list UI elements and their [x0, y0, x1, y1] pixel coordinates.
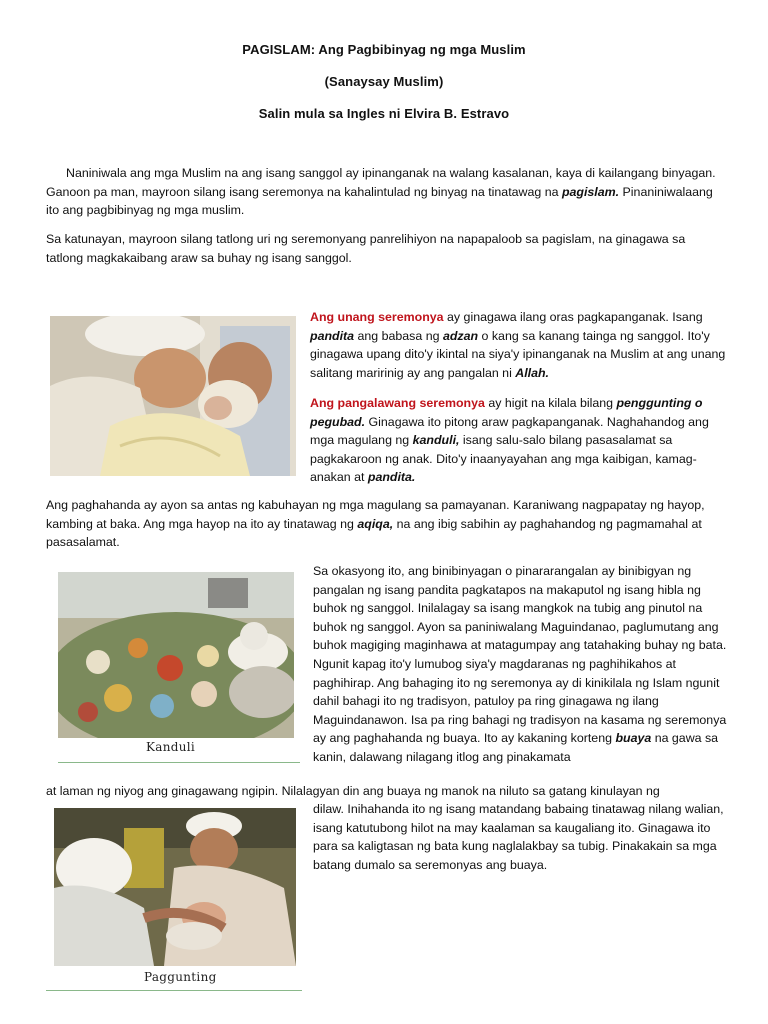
emphasis-term: kanduli,: [412, 433, 460, 448]
paragraph-preparation: [46, 496, 722, 552]
paragraph-text: isang salu-salo bilang pasasalamat sa pagkakaroon ng anak. Dito'y inaanyayahan ang mga kaibigan, kamag-anakan at: [310, 433, 697, 485]
photo-paggunting: [54, 808, 296, 966]
kanduli-photo-illustration: [58, 572, 294, 738]
translator-credit: Salin mula sa Ingles ni Elvira B. Estravo: [258, 106, 510, 121]
emphasis-term: pagislam.: [561, 184, 620, 199]
emphasis-term: buaya: [615, 731, 652, 746]
paragraph-text: Ang paghahanda ay ayon sa antas ng kabuhayan ng mga magulang sa pamayanan. Karaniwang nagpapatay ng hayop, kambing at baka. Ang mga hayop na ito ay tinatawag ng: [46, 498, 705, 531]
paragraph-ceremonies: Sa katunayan, mayroon silang tatlong uri ng seremonyang panrelihiyon na napapaloob sa pagislam, na ginagawa sa tatlong magkakaibang araw sa buhay ng isang sanggol.: [46, 232, 686, 265]
paragraph-text: ay higit na kilala bilang: [484, 396, 617, 410]
caption-paggunting: Paggunting: [144, 970, 217, 984]
paragraph-text: o kang sa kanang tainga ng sanggol. Ito'y ginagawa upang dito'y ikintal na siya'y ipinanganak na Muslim at ang unang salitang maririnig ay ang pangalan ni: [310, 328, 726, 380]
emphasis-term: penggunting o pegubad.: [310, 396, 703, 429]
document-title: PAGISLAM: Ang Pagbibinyag ng mga Muslim: [242, 42, 526, 57]
emphasis-term: adzan: [442, 328, 479, 343]
paragraph-naming-wide-line: at laman ng niyog ang ginagawang ngipin. Nilalagyan din ang buaya ng manok na niluto sa gatang kinulayan ng: [46, 784, 660, 798]
paggunting-photo-illustration: [54, 808, 296, 966]
paragraph-text: ang babasa ng: [354, 328, 443, 343]
paragraph-text: ay ginagawa ilang oras pagkapanganak. Isang: [443, 310, 703, 324]
paragraph-first-ceremony: [310, 308, 726, 382]
paragraph-second-ceremony: [310, 394, 726, 487]
caption-rule: [58, 762, 300, 763]
first-ceremony-label: Ang unang seremonya: [310, 310, 444, 324]
caption-rule: [46, 990, 302, 991]
caption-kanduli: Kanduli: [146, 740, 196, 754]
paragraph-buaya: dilaw. Inihahanda ito ng isang matandang babaing tinatawag nilang walian, isang katutubong hilot na may kaalaman sa kaugaliang ito. Ginagawa ito para sa kaligtasan ng bata kung naglalakbay sa tubig. Pinakakain sa mga batang dumalo sa seremonyas ang buaya.: [313, 802, 724, 872]
paragraph-text: Naniniwala ang mga Muslim na ang isang sanggol ay ipinanganak na walang kasalanan, kaya di kailangang binyagan. Ganoon pa man, mayroon silang isang seremonya na kahalintulad ng binyag na tinatawag na: [46, 166, 716, 199]
second-ceremony-label: Ang pangalawang seremonya: [310, 396, 485, 410]
document-subtitle: (Sanaysay Muslim): [324, 74, 444, 89]
emphasis-term: pandita: [310, 328, 355, 343]
adzan-photo-illustration: [50, 316, 296, 476]
photo-kanduli: [58, 572, 294, 738]
emphasis-term: Allah.: [515, 365, 550, 380]
paragraph-text: na gawa sa kanin, dalawang nilagang itlog ang pinakamata: [313, 731, 719, 764]
emphasis-term: aqiqa,: [357, 516, 394, 531]
emphasis-term: pandita.: [367, 470, 416, 485]
paragraph-intro: [46, 164, 722, 220]
paragraph-text: Pinaniniwalaang ito ang pagbibinyag ng mga muslim.: [46, 184, 713, 218]
paragraph-text: na ang ibig sabihin ay paghahandog ng pagmamahal at pasasalamat.: [46, 516, 702, 550]
paragraph-naming: [313, 562, 727, 767]
photo-adzan: [50, 316, 296, 476]
paragraph-text: Ginagawa ito pitong araw pagkapanganak. Naghahandog ang mga magulang ng: [310, 414, 709, 448]
paragraph-text: Sa okasyong ito, ang binibinyagan o pinararangalan ay binibigyan ng pangalan ng isang pandita pagkatapos na makaputol ng isang hibla ng buhok ng sanggol. Inilalagay sa isang mangkok na tubig ang pinutol na buhok ng sanggol. Ayon sa paniniwalang Maguindanao, paglumutang ang buhok magiging maginhawa at matagumpay ang tatahaking buhay ng bata. Ngunit kapag ito'y lumubog siya'y magdaranas ng paghihikahos at paghihirap. Ang bahaging ito ng seremonya ay di kinikilala ng Islam ngunit dahil bahagi ito ng tradisyon, patuloy pa ring ginagawa ng ilang Maguindanawon. Isa pa ring bahagi ng tradisyon na kasama ng seremonya ay ang paghahanda ng buaya. Ito ay kakaning korteng: [313, 564, 727, 746]
